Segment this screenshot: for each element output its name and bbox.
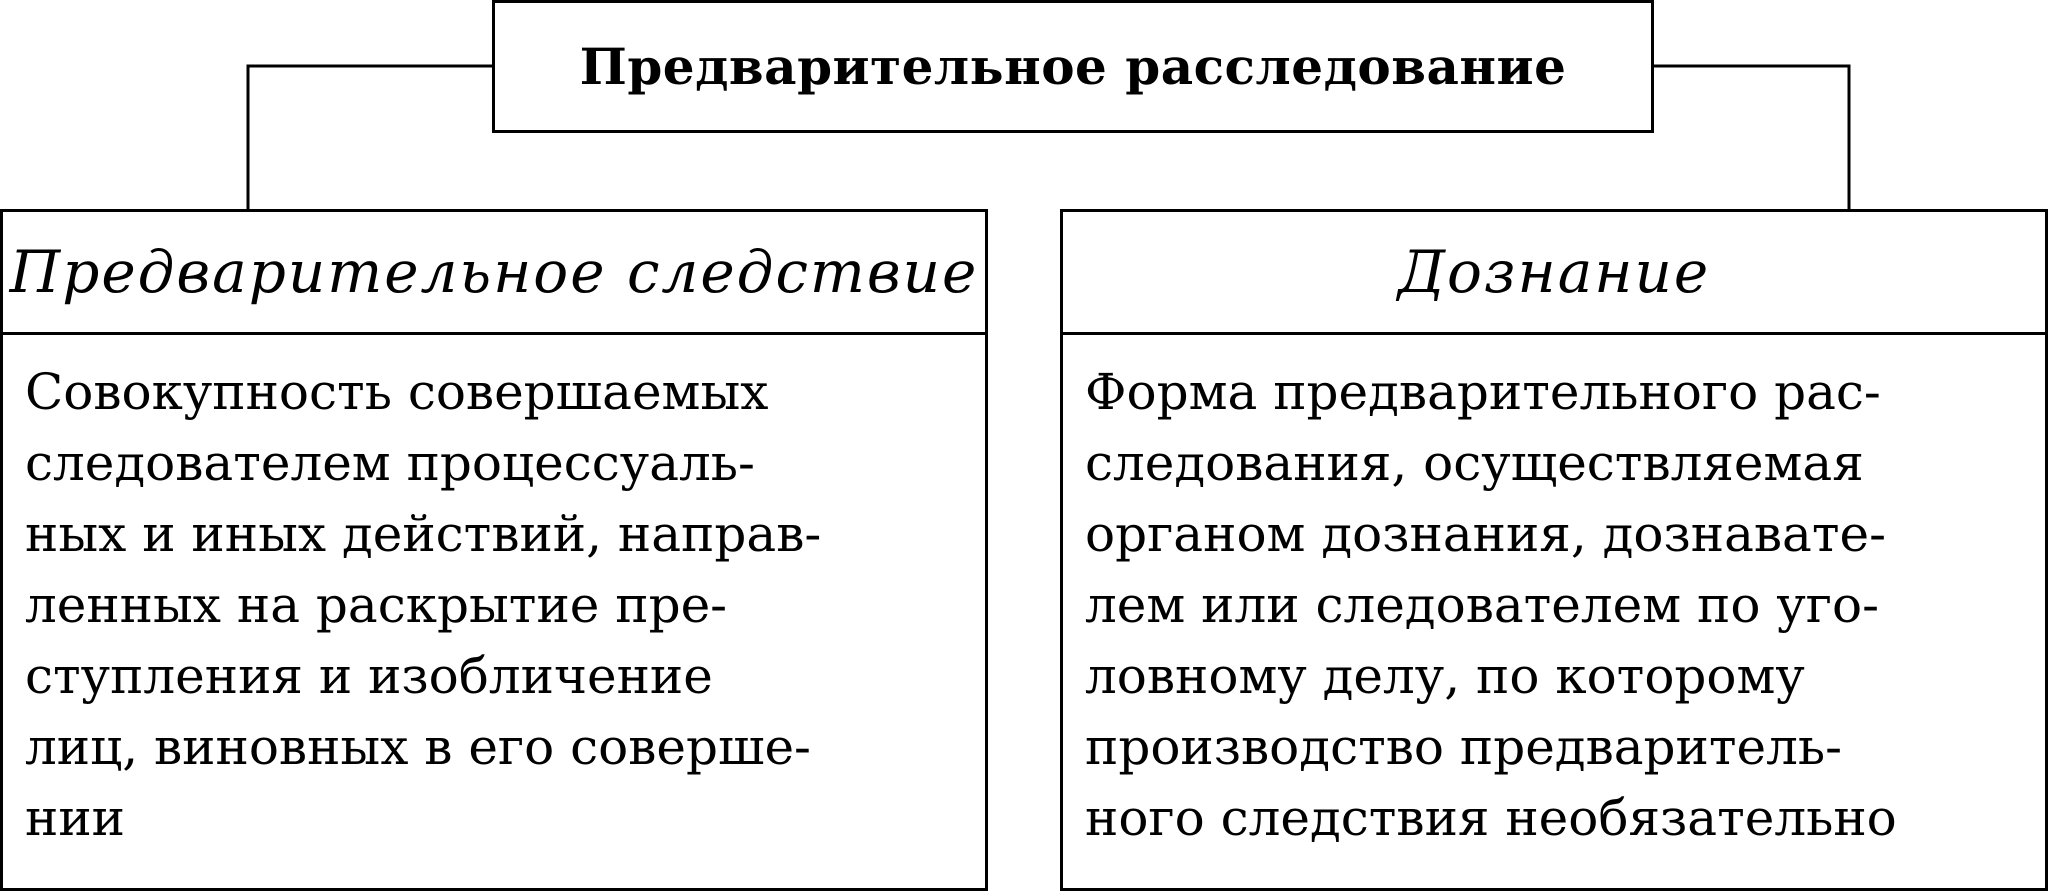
branch-inquiry <box>1060 209 2048 891</box>
definition-line: ловному делу, по которому <box>1085 647 1805 705</box>
definition-line: производство предваритель- <box>1085 718 1843 776</box>
root-title: Предварительное расследование <box>579 37 1567 96</box>
definition-line: ленных на раскрытие пре- <box>25 576 728 634</box>
connector-left <box>248 66 492 209</box>
definition-line: лиц, виновных в его соверше- <box>25 718 811 776</box>
definition-line: Совокупность совершаемых <box>25 363 769 421</box>
definition-line: ступления и изобличение <box>25 647 713 705</box>
definition-line: нии <box>25 789 125 847</box>
definition-line: ного следствия необязательно <box>1085 789 1897 847</box>
definition-line: лем или следователем по уго- <box>1085 576 1879 634</box>
branch-header <box>3 212 985 335</box>
branch-header <box>1063 212 2045 335</box>
definition-line: следования, осуществляемая <box>1085 434 1864 492</box>
root-box <box>492 0 1654 133</box>
branch-preliminary-investigation <box>0 209 988 891</box>
definition-line: Форма предварительного рас- <box>1085 363 1881 421</box>
definition-line: ных и иных действий, направ- <box>25 505 822 563</box>
branch-definition <box>3 335 985 888</box>
branch-title: Дознание <box>1397 238 1711 306</box>
branch-title: Предварительное следствие <box>9 238 979 306</box>
branch-definition <box>1063 335 2045 888</box>
connector-right <box>1654 66 1849 209</box>
definition-line: органом дознания, дознавате- <box>1085 505 1887 563</box>
definition-line: следователем процессуаль- <box>25 434 755 492</box>
